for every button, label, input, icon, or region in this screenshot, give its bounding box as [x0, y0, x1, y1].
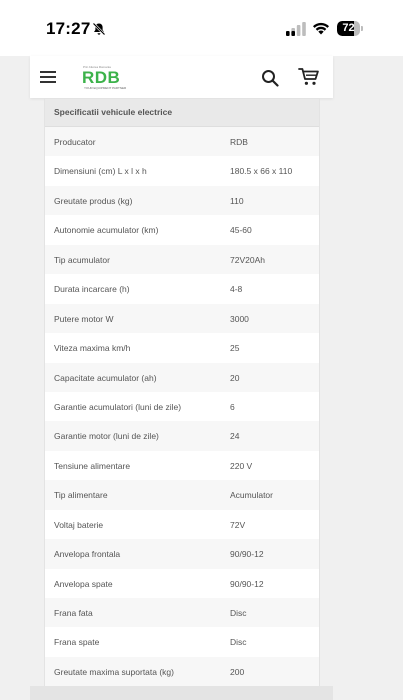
spec-label: Tip alimentare — [54, 490, 108, 501]
specifications-table — [44, 98, 320, 687]
spec-row — [45, 304, 319, 333]
spec-row — [45, 215, 319, 244]
hamburger-menu-icon[interactable] — [40, 71, 56, 83]
site-header — [30, 56, 333, 98]
spec-label: Frana spate — [54, 637, 100, 648]
spec-value: 72V — [230, 519, 246, 530]
status-time: 17:27 — [46, 19, 91, 38]
logo-tagline: Prin bluzea Romania — [83, 65, 111, 69]
page-footer-edge — [30, 686, 333, 700]
specifications-rows — [45, 127, 319, 686]
spec-value: 220 V — [230, 460, 253, 471]
spec-value: RDB — [230, 137, 248, 147]
spec-value: 20 — [230, 372, 240, 383]
spec-value: 90/90-12 — [230, 549, 264, 560]
spec-label: Garantie acumulatori (luni de zile) — [54, 401, 182, 412]
spec-row — [45, 657, 319, 686]
spec-value: 45-60 — [230, 225, 252, 236]
spec-label: Frana fata — [54, 608, 93, 618]
spec-row — [45, 186, 319, 215]
spec-label: Durata incarcare (h) — [54, 284, 130, 295]
spec-row — [45, 363, 319, 392]
spec-label: Greutate produs (kg) — [54, 195, 133, 206]
status-bar — [0, 0, 403, 56]
spec-label: Viteza maxima km/h — [54, 343, 131, 354]
spec-value: 110 — [230, 195, 244, 206]
spec-value: 4-8 — [230, 284, 243, 295]
spec-label: Autonomie acumulator (km) — [54, 225, 159, 236]
spec-row — [45, 480, 319, 509]
spec-row — [45, 156, 319, 185]
spec-label: Capacitate acumulator (ah) — [54, 372, 157, 383]
spec-label: Voltaj baterie — [54, 519, 104, 530]
spec-row — [45, 127, 319, 156]
spec-row — [45, 274, 319, 303]
spec-value: 72V20Ah — [230, 254, 265, 265]
rdb-logo[interactable] — [82, 65, 130, 91]
spec-value: 25 — [230, 343, 240, 354]
spec-row — [45, 333, 319, 362]
spec-value: 6 — [230, 401, 235, 412]
logo-text: RDB — [82, 68, 121, 87]
spec-value: 90/90-12 — [230, 578, 264, 589]
specifications-title: Specificatii vehicule electrice — [54, 107, 173, 117]
spec-label: Anvelopa spate — [54, 578, 113, 589]
spec-label: Dimensiuni (cm) L x l x h — [54, 166, 147, 177]
cart-icon[interactable] — [298, 67, 320, 87]
spec-row — [45, 569, 319, 598]
spec-label: Greutate maxima suportata (kg) — [54, 666, 174, 677]
spec-value: Acumulator — [230, 490, 273, 501]
spec-row — [45, 510, 319, 539]
spec-label: Tip acumulator — [54, 254, 110, 265]
bell-muted-icon — [92, 22, 106, 36]
spec-row — [45, 627, 319, 656]
spec-value: Disc — [230, 608, 247, 618]
spec-value: 24 — [230, 431, 240, 442]
cellular-signal-icon — [286, 22, 306, 36]
spec-value: 180.5 x 66 x 110 — [230, 166, 293, 177]
specifications-header — [45, 99, 319, 127]
spec-label: Garantie motor (luni de zile) — [54, 431, 159, 442]
spec-label: Anvelopa frontala — [54, 549, 121, 560]
spec-label: Producator — [54, 137, 96, 147]
search-icon[interactable] — [261, 69, 279, 87]
battery-level: 72 — [342, 22, 355, 34]
spec-row — [45, 539, 319, 568]
spec-row — [45, 392, 319, 421]
spec-value: 3000 — [230, 313, 249, 324]
battery-indicator — [337, 21, 364, 36]
spec-label: Putere motor W — [54, 313, 114, 324]
spec-row — [45, 245, 319, 274]
logo-subtext: YOUR EQUIPMENT PARTNER — [84, 86, 127, 90]
spec-row — [45, 598, 319, 627]
spec-row — [45, 421, 319, 450]
spec-row — [45, 451, 319, 480]
spec-value: Disc — [230, 637, 247, 648]
spec-label: Tensiune alimentare — [54, 460, 131, 471]
wifi-icon — [312, 21, 330, 35]
spec-value: 200 — [230, 666, 245, 677]
